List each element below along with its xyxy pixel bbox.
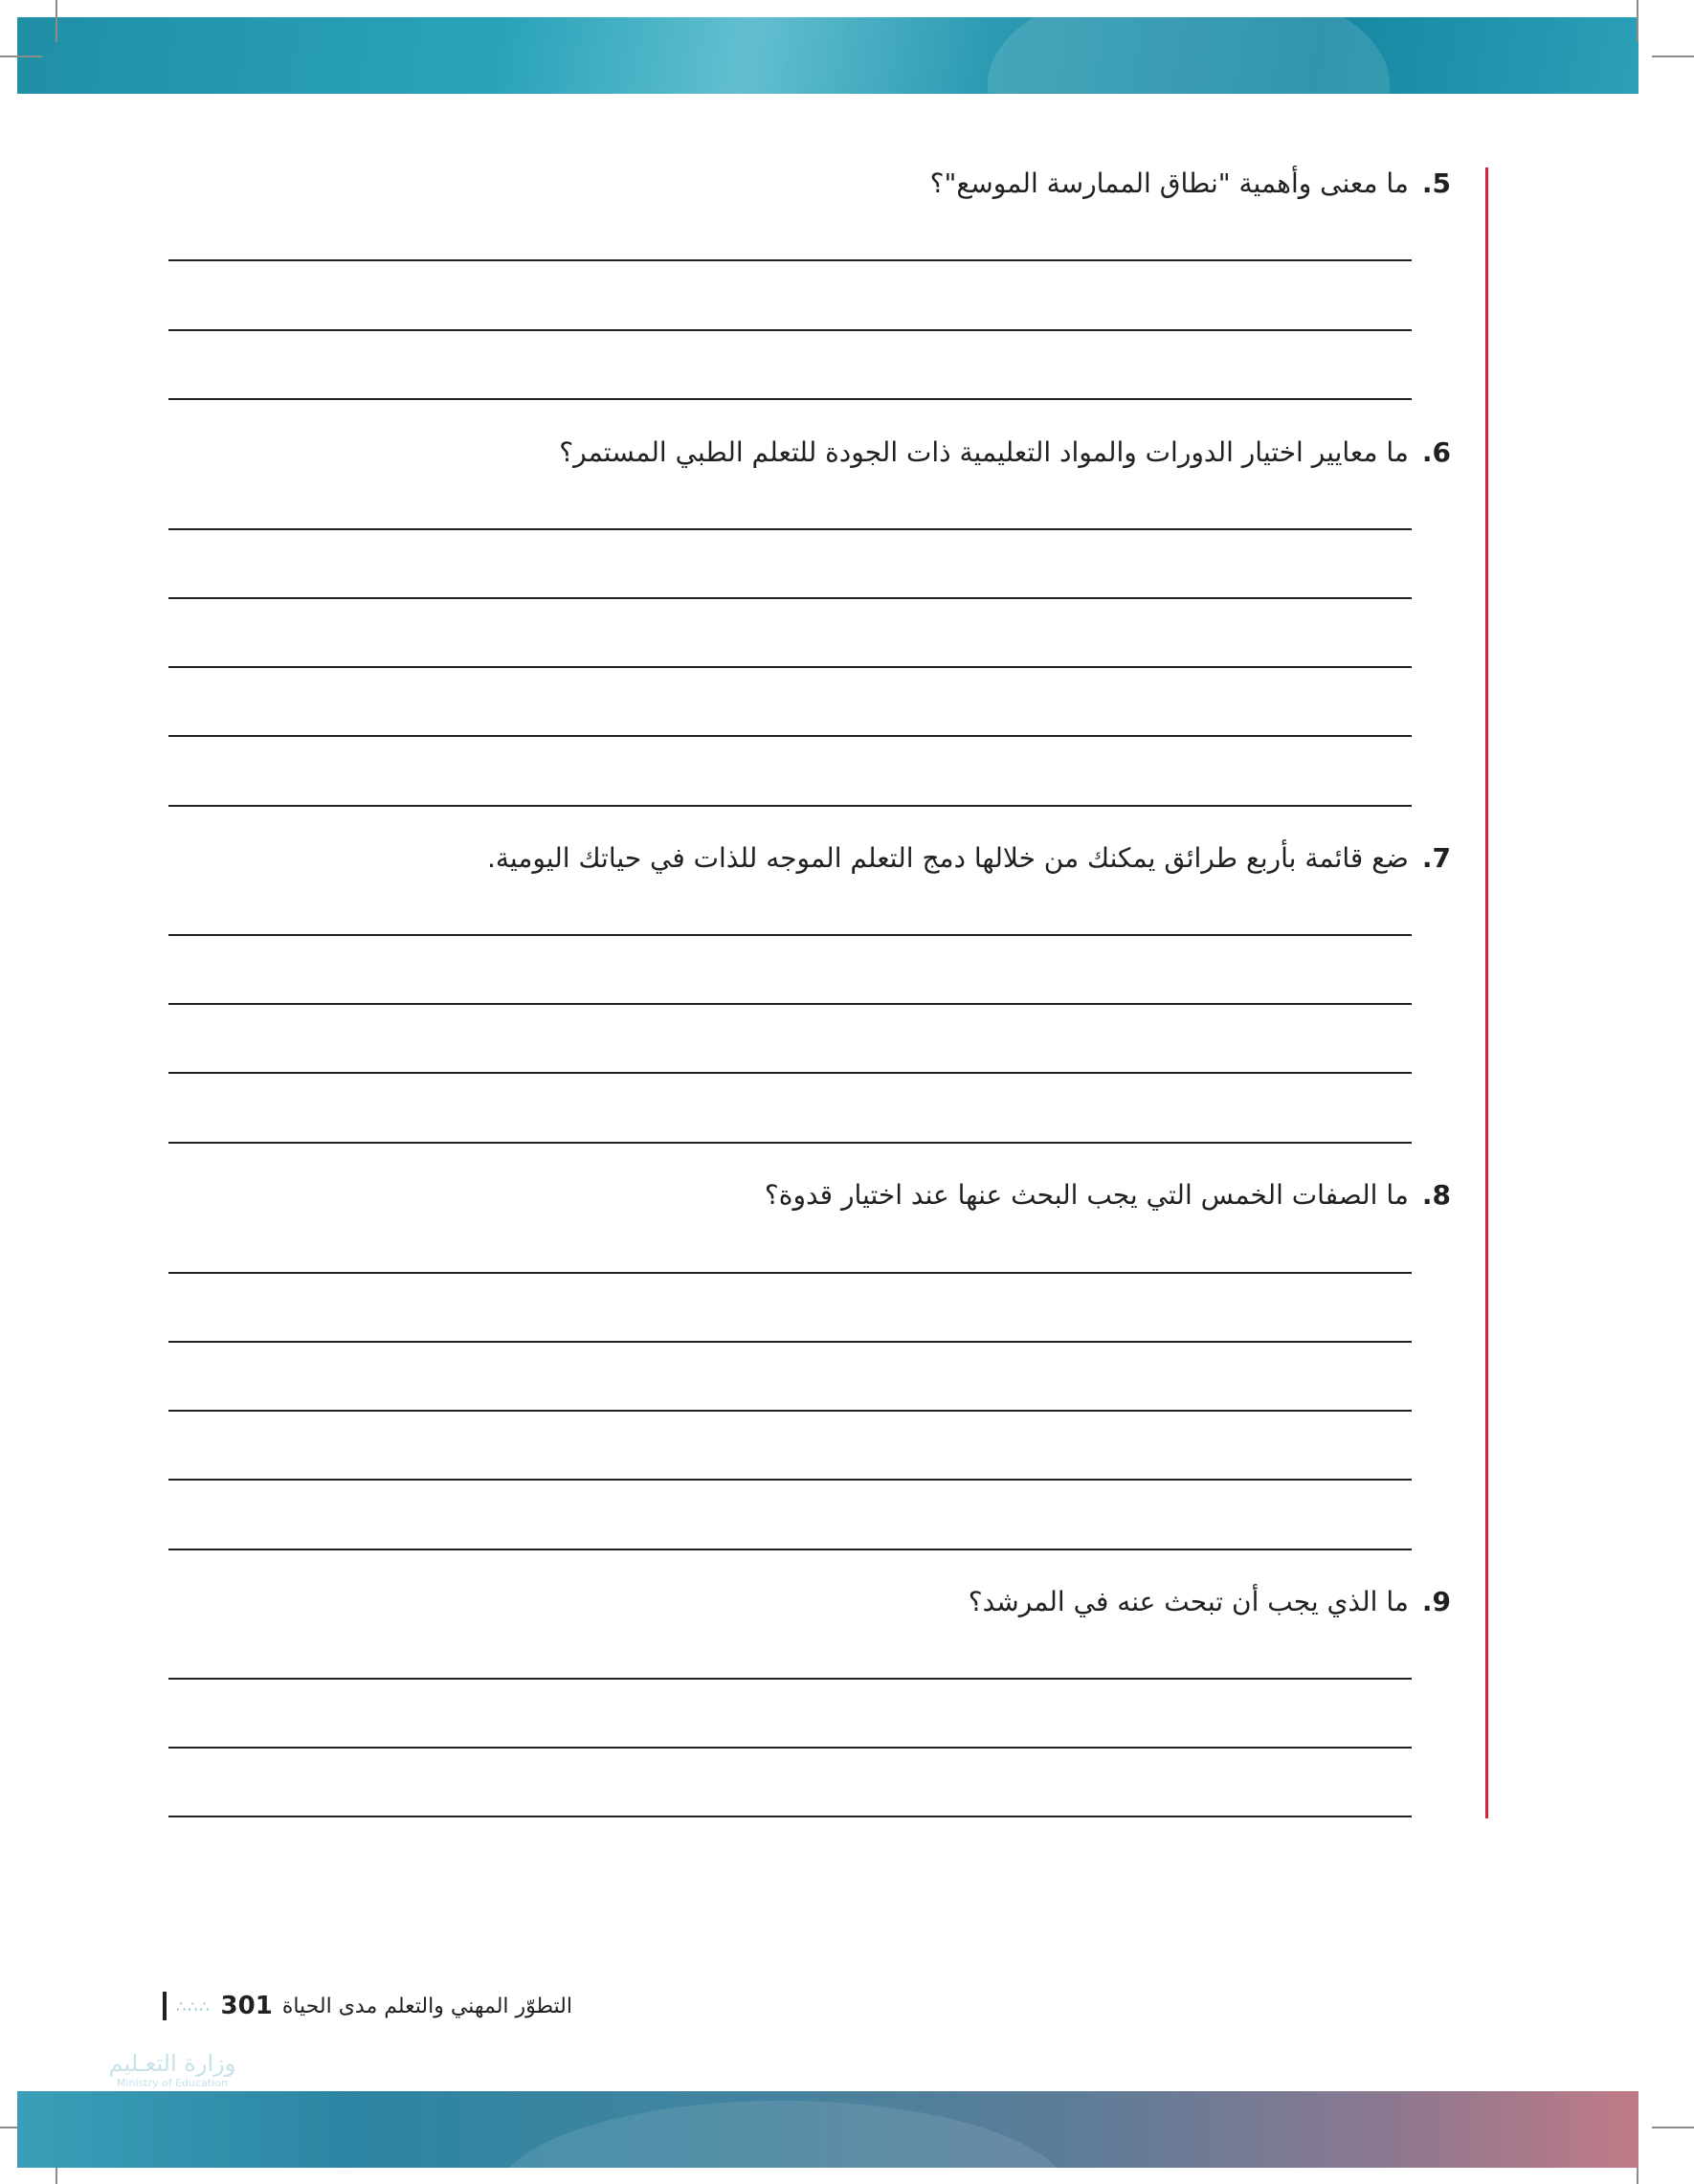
answer-line[interactable] [168,398,1412,400]
answer-line[interactable] [168,1003,1412,1005]
question-text: ضع قائمة بأربع طرائق يمكنك من خلالها دمج التعلم الموجه للذات في حياتك اليومية. [486,842,1409,874]
answer-line[interactable] [168,805,1412,807]
crop-mark [1637,0,1638,42]
dots-ornament: ∴∴∴ [176,1996,212,2016]
crop-mark [56,0,57,42]
answer-line[interactable] [168,597,1412,599]
question-6 [559,434,1451,472]
page-number: 301 [220,1992,273,2020]
crop-mark [1652,56,1694,57]
question-text: ما الذي يجب أن تبحث عنه في المرشد؟ [968,1586,1409,1617]
question-number: 7. [1421,842,1451,874]
crop-mark [0,56,42,57]
question-number: 5. [1421,167,1451,199]
question-text: ما معايير اختيار الدورات والمواد التعليمية ذات الجودة للتعلم الطبي المستمر؟ [559,436,1409,468]
answer-line[interactable] [168,1747,1412,1749]
answer-line[interactable] [168,528,1412,530]
answer-line[interactable] [168,1072,1412,1074]
answer-line[interactable] [168,1479,1412,1481]
question-5 [930,165,1451,203]
answer-line[interactable] [168,1816,1412,1817]
answer-line[interactable] [168,1549,1412,1550]
question-text: ما الصفات الخمس التي يجب البحث عنها عند اختيار قدوة؟ [764,1179,1409,1211]
book-title: التطوّر المهني والتعلم مدى الحياة [281,1994,572,2018]
answer-line[interactable] [168,735,1412,737]
answer-line[interactable] [168,1272,1412,1274]
answer-line[interactable] [168,666,1412,668]
question-text: ما معنى وأهمية "نطاق الممارسة الموسع"؟ [929,167,1409,199]
question-number: 6. [1421,436,1451,468]
question-7 [487,839,1451,878]
question-9 [969,1583,1451,1621]
bottom-banner [17,2091,1638,2168]
question-8 [765,1176,1451,1215]
page-footer [163,1987,572,2025]
margin-rule [1485,167,1488,1818]
footer-bar [163,1992,167,2020]
answer-line[interactable] [168,1678,1412,1680]
crop-mark [1652,2127,1694,2128]
answer-line[interactable] [168,329,1412,331]
question-number: 9. [1421,1586,1451,1617]
answer-line[interactable] [168,1142,1412,1144]
answer-line[interactable] [168,1341,1412,1343]
ministry-name-en: Ministry of Education [116,2077,228,2089]
answer-line[interactable] [168,259,1412,261]
answer-line[interactable] [168,934,1412,936]
answer-line[interactable] [168,1410,1412,1412]
question-number: 8. [1421,1179,1451,1211]
ministry-name-ar: وزارة التعـليم [108,2050,236,2077]
top-banner [17,17,1638,94]
